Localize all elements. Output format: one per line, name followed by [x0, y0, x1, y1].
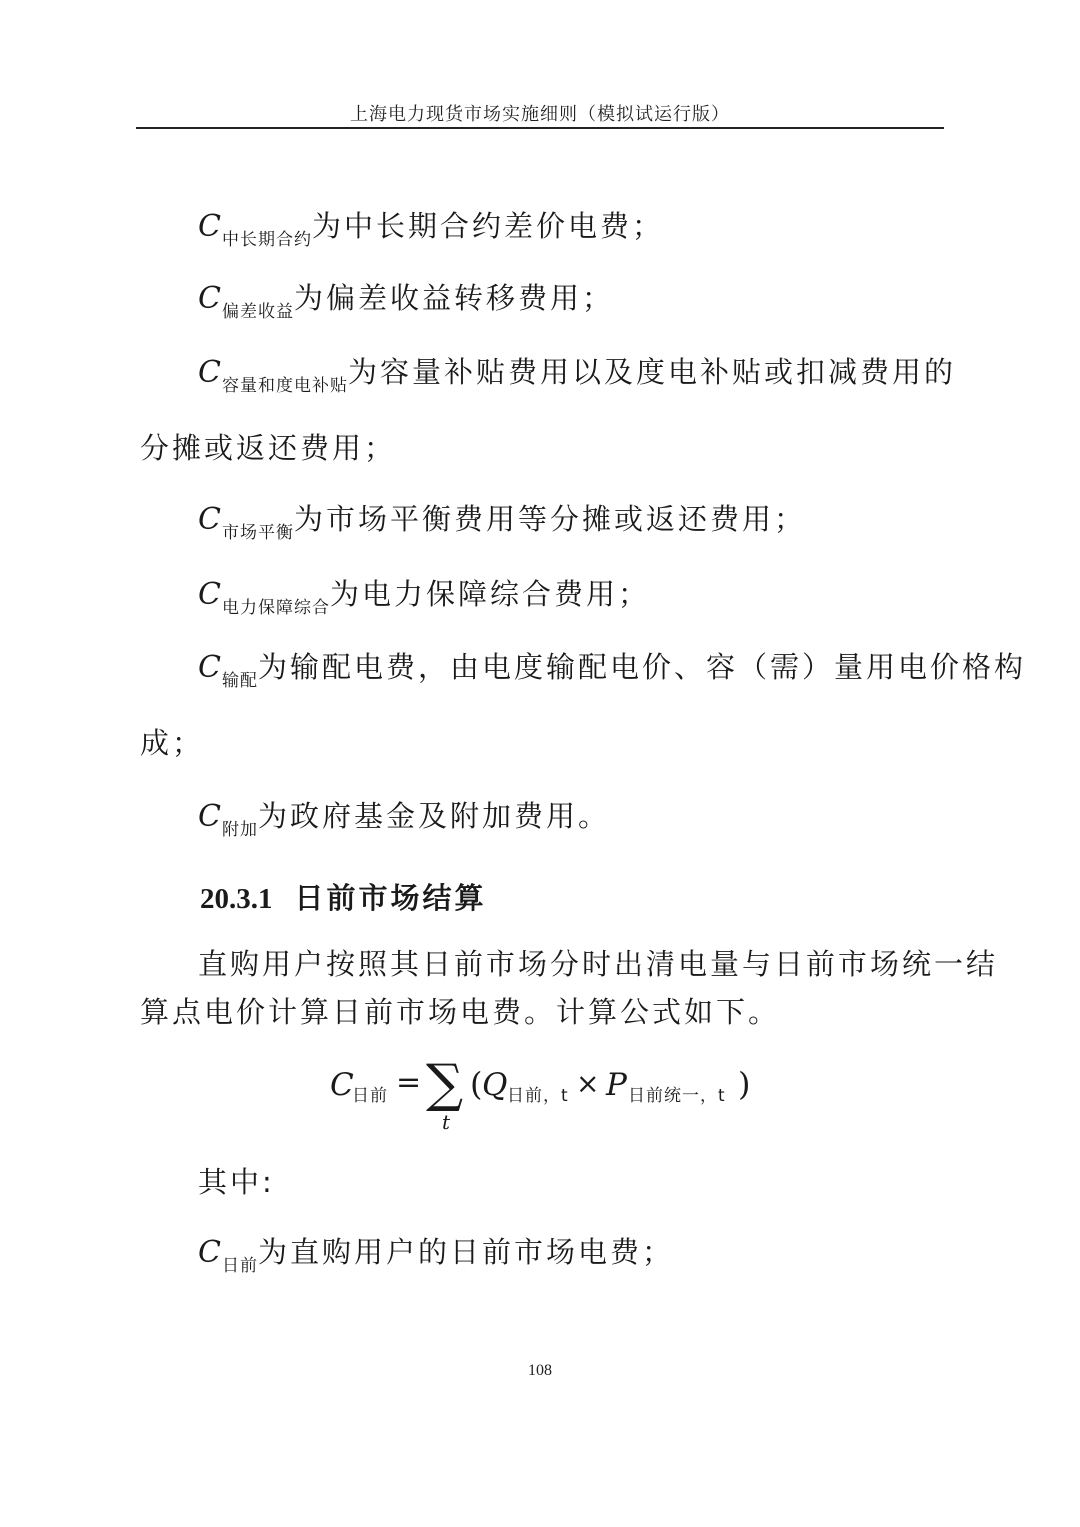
definition-text: 为政府基金及附加费用。: [257, 799, 610, 833]
formula-sum-index: t: [442, 1110, 451, 1134]
variable-symbol: C: [198, 355, 221, 390]
formula-open-paren: (: [470, 1065, 483, 1103]
formula-close-paren: ): [738, 1065, 751, 1103]
definition-line: [198, 281, 614, 322]
variable-subscript: 日前: [221, 1256, 258, 1276]
formula-p-subscript: 日前统一，t: [628, 1086, 726, 1106]
definition-line: [198, 577, 650, 618]
definition-line: [198, 650, 1026, 691]
variable-subscript: 附加: [221, 820, 258, 840]
definition-line: [198, 799, 610, 840]
paragraph-line-1: 直购用户按照其日前市场分时出清电量与日前市场统一结: [198, 947, 999, 981]
definition-text: 为偏差收益转移费用；: [293, 281, 614, 315]
variable-symbol: C: [198, 1235, 221, 1270]
section-number: 20.3.1: [200, 883, 273, 915]
variable-symbol: C: [198, 209, 221, 244]
paragraph-line-2: 算点电价计算日前市场电费。计算公式如下。: [140, 995, 781, 1029]
variable-subscript: 输配: [221, 671, 258, 691]
variable-symbol: C: [198, 577, 221, 612]
definition-continuation: 成；: [140, 726, 205, 760]
definition-line: [198, 1235, 674, 1276]
section-title: 日前市场结算: [294, 881, 487, 915]
formula-equals: =: [396, 1065, 422, 1100]
variable-symbol: C: [198, 281, 221, 316]
section-heading: [200, 876, 487, 917]
definition-text: 为电力保障综合费用；: [329, 577, 650, 611]
definition-text: 为直购用户的日前市场电费；: [257, 1235, 674, 1269]
variable-symbol: C: [198, 650, 221, 685]
definition-line: [198, 209, 664, 250]
formula-times: ×: [576, 1067, 600, 1100]
variable-symbol: C: [198, 502, 221, 537]
definition-continuation: 分摊或返还费用；: [140, 431, 397, 465]
definition-text: 为市场平衡费用等分摊或返还费用；: [293, 502, 806, 536]
variable-subscript: 中长期合约: [221, 230, 312, 250]
definition-line: [198, 355, 956, 396]
variable-subscript: 电力保障综合: [221, 598, 330, 618]
formula-lhs-subscript: 日前: [352, 1086, 388, 1106]
running-header: 上海电力现货市场实施细则（模拟试运行版）: [350, 104, 730, 125]
page-number: 108: [528, 1362, 552, 1379]
where-label: 其中:: [198, 1165, 275, 1199]
variable-subscript: 偏差收益: [221, 302, 294, 322]
definition-text: 为中长期合约差价电费；: [311, 209, 664, 243]
definition-text: 为输配电费，由电度输配电价、容（需）量用电价格构: [257, 650, 1026, 684]
formula-p-symbol: P: [606, 1067, 627, 1103]
settlement-formula: [330, 1054, 810, 1138]
definition-text: 为容量补贴费用以及度电补贴或扣减费用的: [347, 355, 956, 389]
definition-line: [198, 502, 806, 543]
variable-subscript: 容量和度电补贴: [221, 376, 348, 396]
formula-q-symbol: Q: [482, 1067, 508, 1103]
header-rule: [136, 127, 944, 129]
formula-lhs-symbol: C: [330, 1067, 354, 1103]
formula-q-subscript: 日前，t: [507, 1086, 569, 1106]
variable-symbol: C: [198, 799, 221, 834]
formula-sum-sign: ∑: [426, 1054, 464, 1114]
variable-subscript: 市场平衡: [221, 523, 294, 543]
